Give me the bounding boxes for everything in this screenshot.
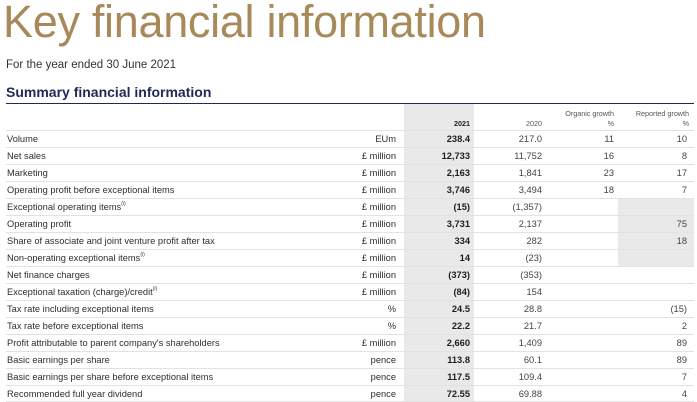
- table-row: [6, 300, 694, 317]
- organic-growth-cell: [566, 267, 614, 283]
- unit-cell: £ million: [361, 236, 396, 246]
- table-row: [6, 181, 694, 198]
- row-label-text: Share of associate and joint venture profit after tax: [7, 236, 215, 246]
- reported-growth-cell: 4: [681, 389, 687, 399]
- table-row: [6, 368, 694, 385]
- row-label-text: Basic earnings per share: [7, 355, 110, 365]
- table-row: [6, 249, 694, 266]
- organic-growth-cell: 11: [604, 134, 614, 144]
- column-header-reported-unit: %: [682, 119, 689, 128]
- organic-growth-cell: [566, 216, 614, 232]
- row-label: [7, 250, 145, 266]
- organic-growth-cell: [566, 301, 614, 317]
- row-label-text: Tax rate including exceptional items: [7, 304, 154, 314]
- row-label: [7, 199, 126, 215]
- value-2021-cell: 3,731: [446, 219, 470, 229]
- reported-growth-cell: (15): [670, 304, 687, 314]
- value-2020-cell: 69.88: [518, 389, 542, 399]
- row-label: [7, 352, 110, 368]
- value-2020-cell: 11,752: [514, 151, 542, 161]
- value-2020-cell: 3,494: [518, 185, 542, 195]
- value-2021-cell: (84): [453, 287, 470, 297]
- row-label: [7, 301, 154, 317]
- row-label: [7, 369, 213, 385]
- column-header-2020: 2020: [526, 119, 542, 128]
- reported-growth-cell: 10: [676, 134, 687, 144]
- unit-cell: £ million: [361, 287, 396, 297]
- reported-growth-cell: 2: [681, 321, 687, 331]
- unit-cell: £ million: [361, 185, 396, 195]
- value-2020-cell: 2,137: [518, 219, 542, 229]
- table-row: [6, 283, 694, 300]
- value-2021-cell: 117.5: [447, 372, 470, 382]
- value-2020-cell: 1,841: [518, 168, 542, 178]
- row-label: [7, 233, 215, 249]
- unit-cell: pence: [370, 389, 396, 399]
- reported-growth-cell: 75: [676, 219, 687, 229]
- value-2020-cell: (1,357): [512, 202, 542, 212]
- reported-growth-cell: 7: [681, 372, 687, 382]
- row-label-text: Profit attributable to parent company's shareholders: [7, 338, 220, 348]
- row-label-text: Tax rate before exceptional items: [7, 321, 144, 331]
- row-label-text: Basic earnings per share before exceptional items: [7, 372, 214, 382]
- organic-growth-cell: [566, 386, 614, 402]
- value-2021-cell: 113.8: [447, 355, 470, 365]
- organic-growth-cell: [566, 284, 614, 300]
- footnote-marker: (i): [121, 201, 126, 207]
- table-row: [6, 334, 694, 351]
- reported-growth-cell: 89: [676, 338, 687, 348]
- financial-summary-table: [6, 130, 694, 402]
- table-row: [6, 232, 694, 249]
- unit-cell: £ million: [361, 219, 396, 229]
- reported-growth-cell: [626, 250, 687, 266]
- value-2021-cell: 14: [459, 253, 470, 263]
- row-label: [7, 182, 174, 198]
- table-row: [6, 317, 694, 334]
- organic-growth-cell: 16: [603, 151, 614, 161]
- row-label-text: Operating profit: [7, 219, 72, 229]
- value-2021-cell: 3,746: [446, 185, 470, 195]
- row-label-text: Exceptional operating items: [7, 202, 122, 212]
- reported-growth-cell: 17: [676, 168, 687, 178]
- column-header-organic-unit: %: [607, 119, 614, 128]
- unit-cell: £ million: [361, 270, 396, 280]
- table-row: [6, 147, 694, 164]
- organic-growth-cell: [566, 352, 614, 368]
- value-2021-cell: (373): [448, 270, 470, 280]
- value-2021-cell: 2,660: [446, 338, 470, 348]
- unit-cell: £ million: [361, 253, 396, 263]
- row-label-text: Net sales: [7, 151, 46, 161]
- value-2020-cell: (23): [525, 253, 542, 263]
- row-label: [7, 318, 143, 334]
- table-row: [6, 164, 694, 181]
- section-divider: [6, 103, 694, 104]
- column-header-2021: 2021: [454, 119, 470, 128]
- value-2021-cell: 334: [454, 236, 470, 246]
- unit-cell: £ million: [361, 168, 396, 178]
- table-row: [6, 198, 694, 215]
- value-2020-cell: 60.1: [523, 355, 542, 365]
- reported-growth-cell: 7: [681, 185, 687, 195]
- organic-growth-cell: [566, 250, 614, 266]
- table-row: [6, 215, 694, 232]
- row-label: [7, 148, 46, 164]
- organic-growth-cell: [566, 199, 614, 215]
- row-label: [7, 335, 220, 351]
- table-row: [6, 385, 694, 402]
- value-2020-cell: 21.7: [523, 321, 542, 331]
- row-label-text: Operating profit before exceptional items: [7, 185, 175, 195]
- organic-growth-cell: [566, 369, 614, 385]
- row-label-text: Marketing: [7, 168, 48, 178]
- value-2020-cell: (353): [520, 270, 542, 280]
- period-subtitle: For the year ended 30 June 2021: [6, 59, 177, 71]
- value-2021-cell: 22.2: [451, 321, 470, 331]
- footnote-marker: (i): [152, 286, 158, 292]
- row-label: [7, 131, 38, 147]
- unit-cell: £ million: [361, 202, 396, 212]
- row-label-text: Net finance charges: [7, 270, 90, 280]
- reported-growth-cell: [626, 267, 687, 283]
- value-2021-cell: 24.5: [451, 304, 470, 314]
- row-label-text: Volume: [7, 134, 39, 144]
- column-header-organic-growth: Organic growth: [565, 109, 614, 118]
- table-row: [6, 266, 694, 283]
- unit-cell: pence: [370, 372, 396, 382]
- organic-growth-cell: [566, 318, 614, 334]
- value-2020-cell: 109.4: [518, 372, 542, 382]
- unit-cell: £ million: [361, 151, 396, 161]
- organic-growth-cell: 18: [603, 185, 614, 195]
- table-row: [6, 351, 694, 368]
- organic-growth-cell: [566, 335, 614, 351]
- value-2020-cell: 28.8: [523, 304, 542, 314]
- value-2020-cell: 1,409: [518, 338, 542, 348]
- organic-growth-cell: [566, 233, 614, 249]
- reported-growth-cell: 89: [676, 355, 687, 365]
- column-header-reported-growth: Reported growth: [635, 109, 689, 118]
- row-label: [7, 216, 71, 232]
- organic-growth-cell: 23: [603, 168, 614, 178]
- unit-cell: %: [387, 321, 396, 331]
- reported-growth-cell: [626, 284, 687, 300]
- row-label-text: Recommended full year dividend: [7, 389, 143, 399]
- unit-cell: £ million: [361, 338, 396, 348]
- value-2020-cell: 282: [526, 236, 542, 246]
- table-row: [6, 130, 694, 147]
- footnote-marker: (i): [140, 252, 145, 258]
- unit-cell: %: [387, 304, 396, 314]
- section-title: Summary financial information: [6, 84, 212, 100]
- row-label: [7, 386, 142, 402]
- row-label-text: Non-operating exceptional items: [7, 253, 141, 263]
- reported-growth-cell: 8: [681, 151, 687, 161]
- row-label-text: Exceptional taxation (charge)/credit: [7, 287, 153, 297]
- value-2020-cell: 217.0: [518, 134, 542, 144]
- value-2020-cell: 154: [526, 287, 542, 297]
- row-label: [7, 165, 48, 181]
- page-title: Key financial information: [3, 0, 486, 47]
- value-2021-cell: 2,163: [446, 168, 470, 178]
- value-2021-cell: (15): [453, 202, 470, 212]
- value-2021-cell: 238.4: [446, 134, 470, 144]
- value-2021-cell: 72.55: [446, 389, 470, 399]
- reported-growth-cell: 18: [676, 236, 687, 246]
- unit-cell: pence: [370, 355, 396, 365]
- unit-cell: EUm: [375, 134, 396, 144]
- row-label: [7, 267, 90, 283]
- row-label: [7, 284, 157, 300]
- value-2021-cell: 12,733: [441, 151, 470, 161]
- reported-growth-cell: [626, 199, 687, 215]
